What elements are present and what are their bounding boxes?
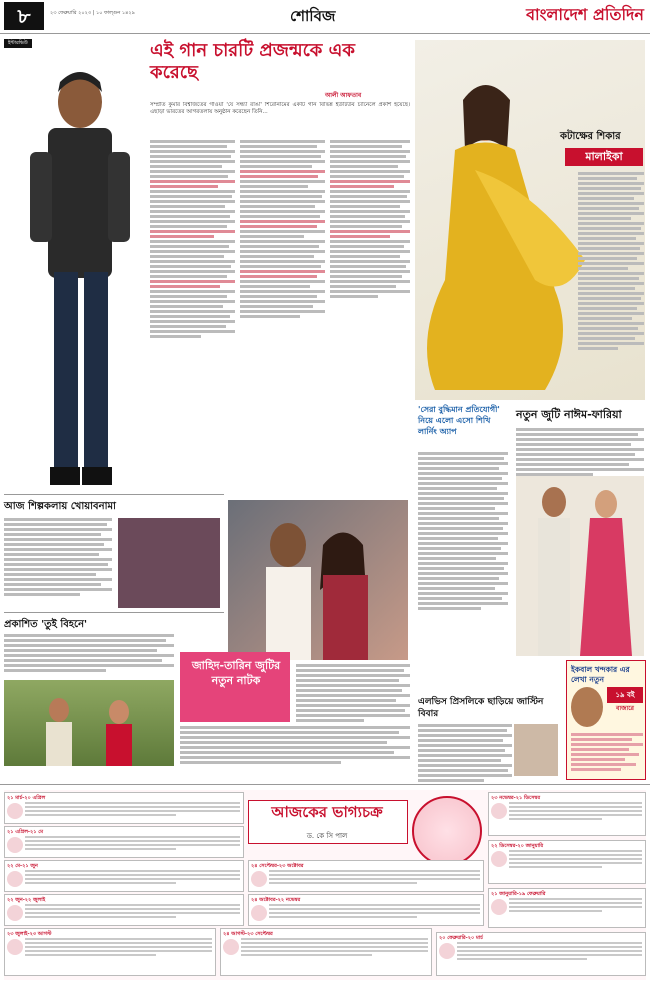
book-ad-title: ইকবাল খন্দকার এর লেখা নতুন bbox=[571, 665, 630, 684]
malaika-headline: কটাক্ষের শিকার bbox=[560, 131, 621, 142]
natok-title: জাহিদ-তারিন জুটির নতুন নাটক bbox=[191, 659, 281, 687]
interview-column-1 bbox=[150, 140, 235, 470]
aquarius-icon bbox=[491, 899, 507, 915]
natok-photo bbox=[228, 500, 408, 660]
cancer-icon bbox=[7, 905, 23, 921]
section-title: শোবিজ bbox=[290, 7, 336, 25]
book-list bbox=[571, 733, 643, 777]
interview-byline: আলী আফতাব bbox=[325, 92, 362, 99]
notun-title: নতুন জুটি নাঈম-ফারিয়া bbox=[516, 408, 622, 421]
malaika-name: মালাইকা bbox=[565, 148, 643, 166]
sera-title: 'সেরা বুদ্ধিমান প্রতিযোগী' নিয়ে এলো এসো শিখি লার্নিং অ্যাপ bbox=[418, 405, 500, 436]
page-header bbox=[0, 0, 650, 34]
book-ad-badge: ১৯ বই bbox=[607, 687, 643, 703]
zodiac-aries: ২১ মার্চ-২০ এপ্রিল bbox=[4, 792, 244, 824]
interview-tag: ইন্টারভিউ bbox=[4, 39, 32, 48]
zodiac-wheel bbox=[412, 796, 482, 866]
libra-icon bbox=[251, 871, 267, 887]
zodiac-pisces: ২০ ফেব্রুয়ারি-২০ মার্চ bbox=[436, 932, 646, 976]
malaika-body bbox=[578, 172, 644, 400]
shilpakala-title: আজ শিল্পকলায় খোয়াবনামা bbox=[4, 501, 116, 512]
scorpio-icon bbox=[251, 905, 267, 921]
justin-body bbox=[418, 724, 512, 784]
horoscope-author: ড. কে সি পাল bbox=[306, 832, 348, 840]
justin-photo bbox=[514, 724, 558, 776]
zodiac-virgo: ২৪ আগস্ট-২৩ সেপ্টেম্বর bbox=[220, 928, 432, 976]
aries-icon bbox=[7, 803, 23, 819]
author-photo bbox=[571, 687, 603, 727]
zodiac-capricorn: ২২ ডিসেম্বর-২০ জানুয়ারি bbox=[488, 840, 646, 884]
zodiac-cancer: ২২ জুন-২২ জুলাই bbox=[4, 894, 244, 926]
bihongo-body bbox=[4, 634, 174, 674]
interview-lead: সম্প্রতি কুমার বিশ্বজিতের গাওয়া 'যে সন্ধ্যা রাঙা' শিরোনামের একটি গান বিভিন্ন ইউটিউব চ্যানেলে প্রকাশ হয়েছে। এছাড়া ভারতের আগরতলায় অনুষ্ঠান করেছেন তিনি... bbox=[150, 102, 410, 116]
leo-icon bbox=[7, 939, 23, 955]
zodiac-leo: ২৩ জুলাই-২৩ আগস্ট bbox=[4, 928, 216, 976]
notun-body bbox=[516, 428, 644, 474]
pisces-icon bbox=[439, 943, 455, 959]
interview-column-3 bbox=[330, 140, 410, 440]
justin-title: এলভিস প্রিসলিকে ছাড়িয়ে জাস্টিন বিবার bbox=[418, 697, 544, 719]
virgo-icon bbox=[223, 939, 239, 955]
natok-body bbox=[180, 726, 410, 770]
sera-body bbox=[418, 452, 508, 692]
interview-column-2 bbox=[240, 140, 325, 440]
shilpakala-body-1 bbox=[4, 518, 112, 608]
natok-body-side bbox=[296, 664, 410, 722]
bihongo-title: প্রকাশিত 'তুই বিহনে' bbox=[4, 619, 88, 630]
book-ad-tagline: বাজারে bbox=[616, 705, 634, 712]
sagittarius-icon bbox=[491, 803, 507, 819]
bihongo-photo bbox=[4, 680, 174, 766]
interview-title: এই গান চারটি প্রজন্মকে এক করেছে bbox=[150, 40, 355, 83]
newspaper-logo: বাংলাদেশ প্রতিদিন bbox=[526, 5, 644, 24]
zodiac-aquarius: ২১ জানুয়ারি-১৯ ফেব্রুয়ারি bbox=[488, 888, 646, 928]
zodiac-taurus: ২১ এপ্রিল-২১ মে bbox=[4, 826, 244, 858]
zodiac-scorpio: ২৪ অক্টোবর-২২ নভেম্বর bbox=[248, 894, 484, 926]
gemini-icon bbox=[7, 871, 23, 887]
page-number: ৮ bbox=[4, 2, 44, 30]
taurus-icon bbox=[7, 837, 23, 853]
horoscope-title: আজকের ভাগ্যচক্র bbox=[271, 803, 383, 821]
shilpakala-photo bbox=[118, 518, 220, 608]
zodiac-libra: ২৪ সেপ্টেম্বর-২৩ অক্টোবর bbox=[248, 860, 484, 892]
date-line: ২৩ ফেব্রুয়ারি ২০২৩ | ১০ ফাল্গুন ১৪২৯ bbox=[50, 10, 135, 16]
capricorn-icon bbox=[491, 851, 507, 867]
zodiac-gemini: ২২ মে-২১ জুন bbox=[4, 860, 244, 892]
notun-photo bbox=[516, 476, 644, 656]
zodiac-sagittarius: ২৩ নভেম্বর-২১ ডিসেম্বর bbox=[488, 792, 646, 836]
singer-photo bbox=[20, 62, 140, 492]
book-ad bbox=[566, 660, 646, 780]
